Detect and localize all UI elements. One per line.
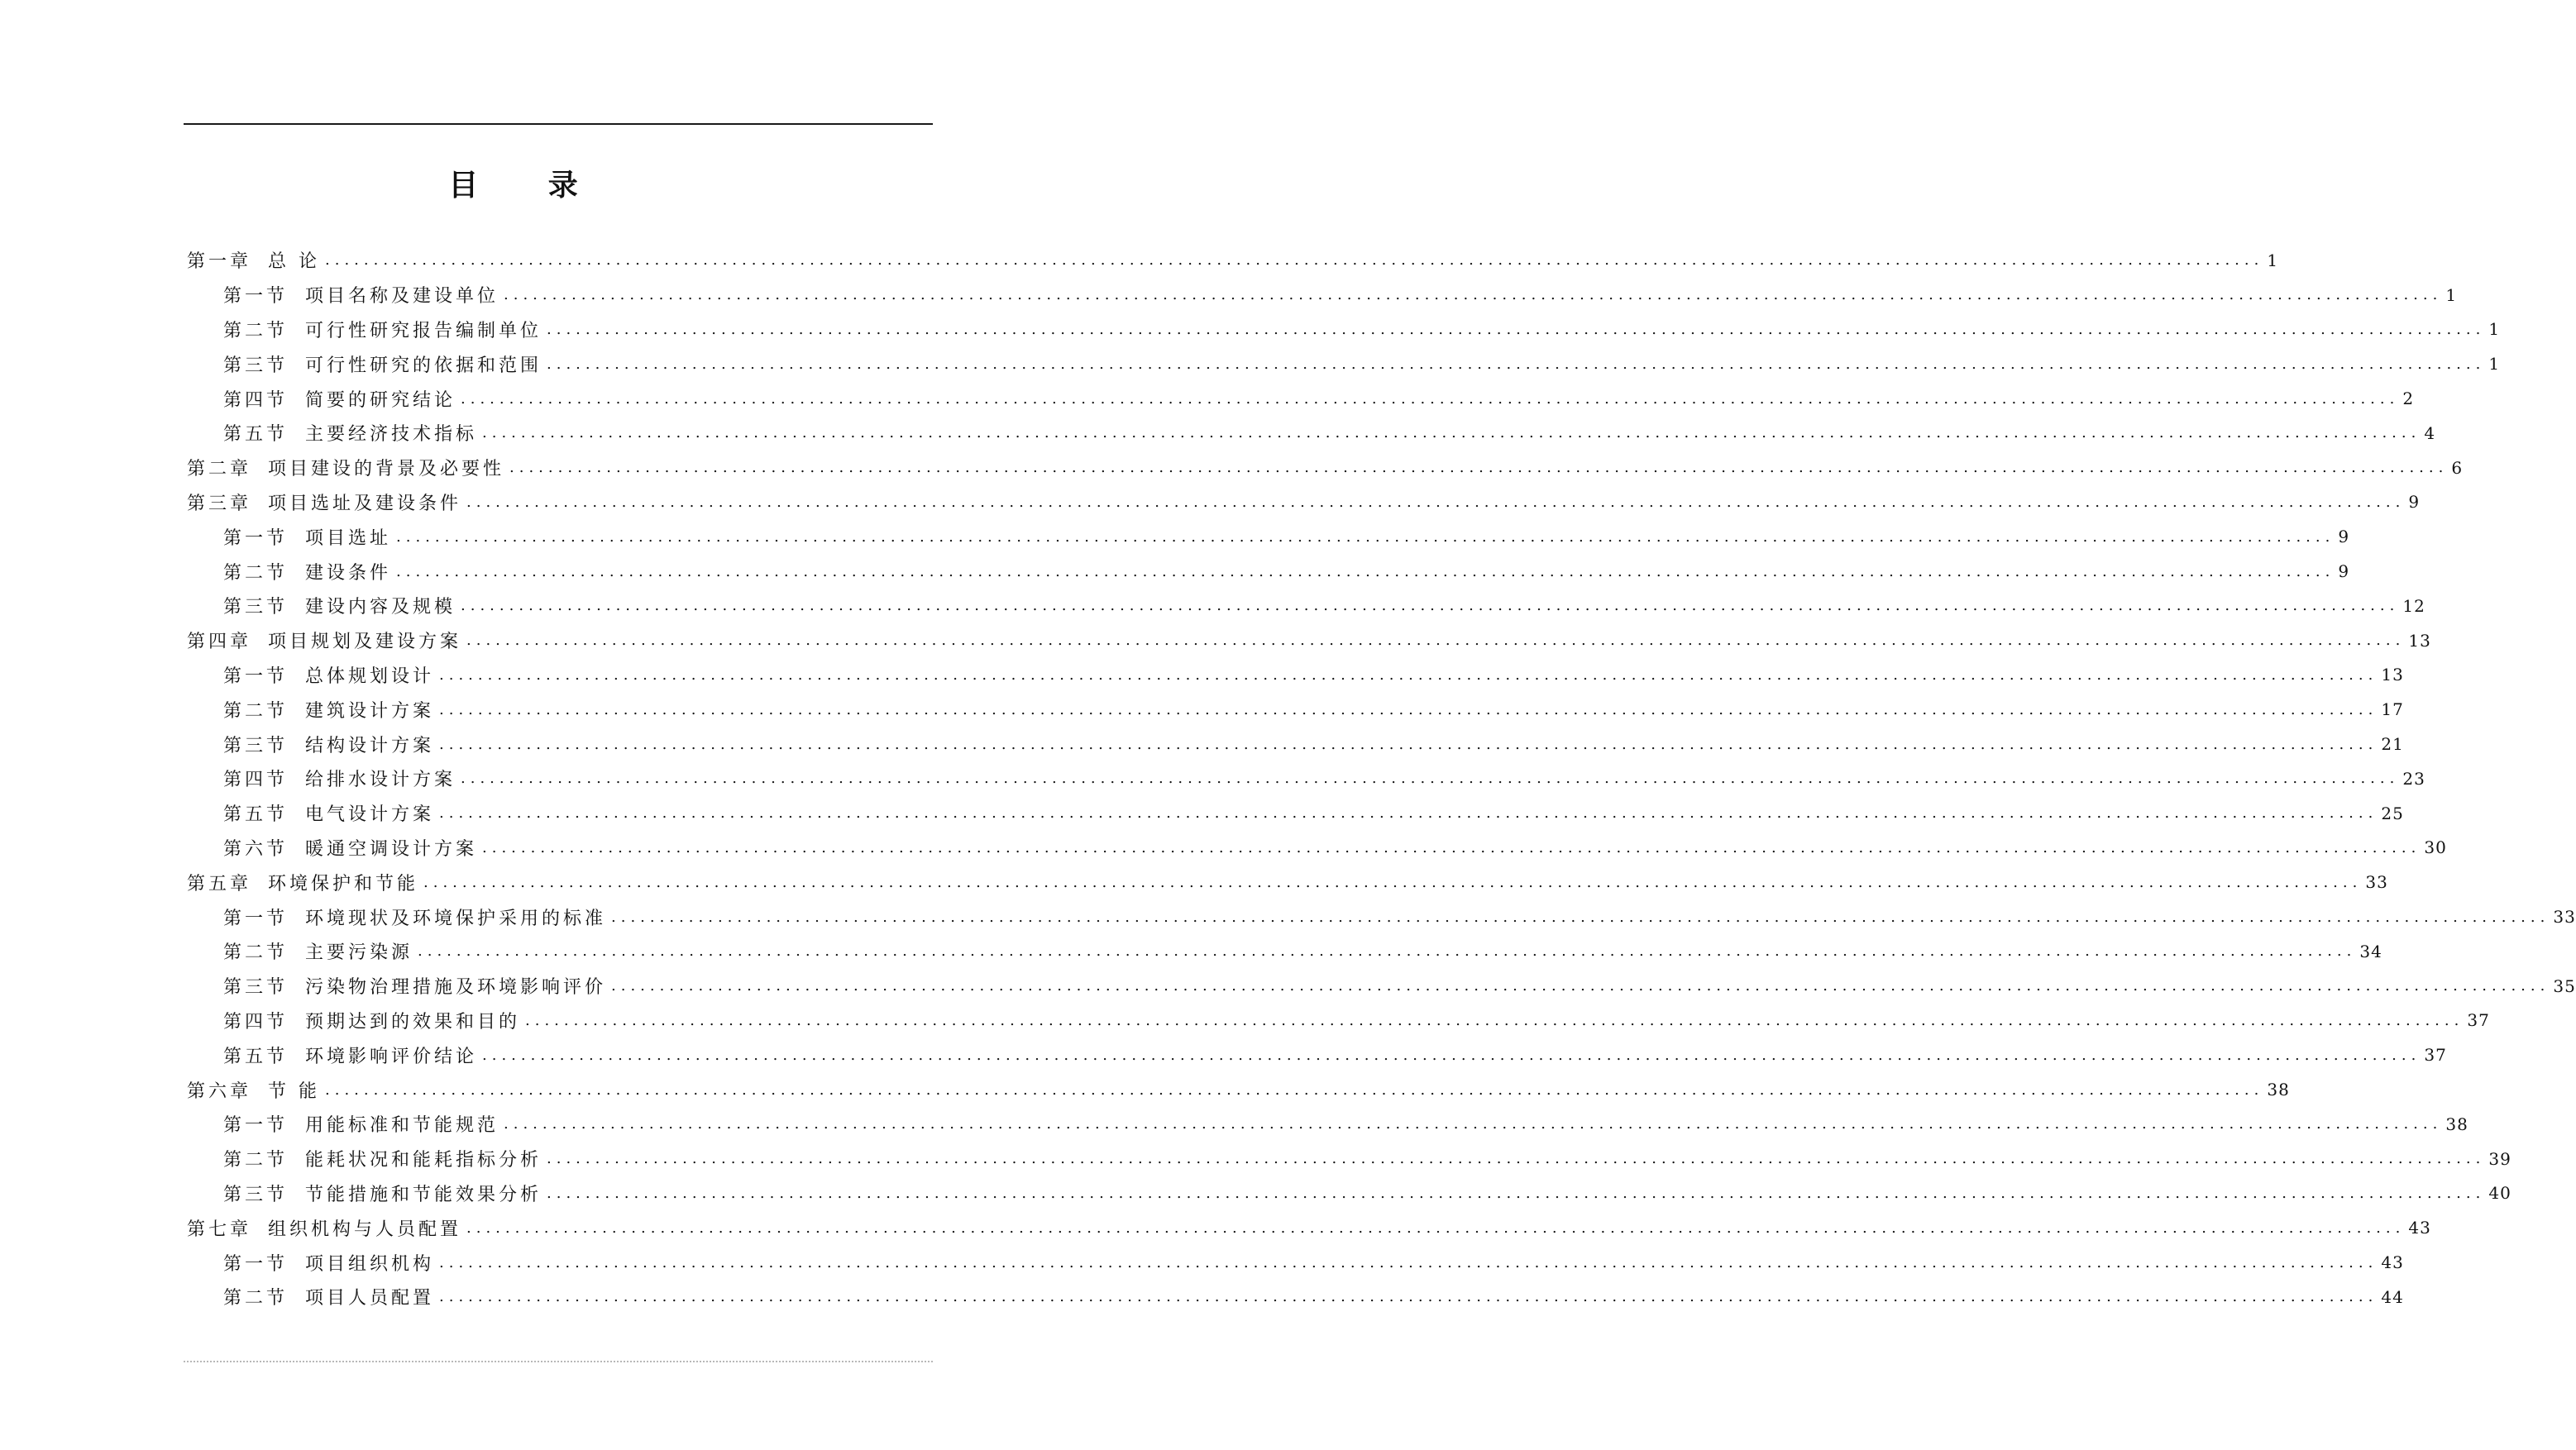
toc-page-number: 30 bbox=[2424, 837, 2447, 858]
toc-leader-dots: ........................................................................................................................................................................................................ bbox=[466, 493, 2406, 511]
toc-page-number: 43 bbox=[2408, 1218, 2431, 1238]
toc-leader-dots: ........................................................................................................................................................................................................ bbox=[509, 459, 2449, 477]
toc-leader-dots: ........................................................................................................................................................................................................ bbox=[461, 597, 2400, 615]
toc-page-number: 1 bbox=[2445, 284, 2458, 305]
toc-entry-title: 建筑设计方案 bbox=[305, 700, 435, 722]
toc-entry-number: 第六节 bbox=[223, 838, 289, 860]
toc-entry-number: 第一节 bbox=[223, 286, 289, 308]
toc-page-number: 38 bbox=[2267, 1080, 2290, 1100]
toc-entry-number: 第四节 bbox=[223, 1011, 289, 1033]
toc-section-entry[interactable] bbox=[187, 761, 2425, 796]
toc-leader-dots: ........................................................................................................................................................................................................ bbox=[461, 770, 2400, 788]
toc-entry-title: 项目人员配置 bbox=[305, 1288, 435, 1309]
toc-section-entry[interactable] bbox=[187, 1280, 2404, 1314]
toc-section-entry[interactable] bbox=[187, 1037, 2447, 1072]
toc-leader-dots: ........................................................................................................................................................................................................ bbox=[482, 838, 2421, 856]
toc-chapter-entry[interactable] bbox=[187, 451, 2464, 485]
toc-leader-dots: ........................................................................................................................................................................................................ bbox=[611, 977, 2550, 995]
toc-entry-number: 第二节 bbox=[223, 562, 289, 584]
toc-entry-number: 第一节 bbox=[223, 1115, 289, 1137]
toc-entry-title: 能耗状况和能耗指标分析 bbox=[305, 1150, 542, 1171]
toc-entry-title: 节能措施和节能效果分析 bbox=[305, 1184, 542, 1205]
toc-leader-dots: ........................................................................................................................................................................................................ bbox=[525, 1011, 2464, 1029]
toc-entry-title: 总 论 bbox=[268, 251, 320, 273]
toc-entry-title: 主要污染源 bbox=[305, 942, 413, 964]
toc-leader-dots: ........................................................................................................................................................................................................ bbox=[466, 632, 2406, 650]
toc-section-entry[interactable] bbox=[187, 1004, 2490, 1038]
toc-entry-title: 建设条件 bbox=[305, 562, 392, 584]
toc-leader-dots: ........................................................................................................................................................................................................ bbox=[418, 942, 2357, 961]
toc-page-number: 4 bbox=[2424, 422, 2436, 443]
toc-page-number: 12 bbox=[2402, 595, 2425, 616]
toc-leader-dots: ........................................................................................................................................................................................................ bbox=[439, 665, 2378, 684]
toc-entry-number: 第五节 bbox=[223, 424, 289, 446]
table-of-contents bbox=[187, 243, 2576, 1314]
toc-entry-title: 可行性研究的依据和范围 bbox=[305, 355, 542, 376]
toc-leader-dots: ........................................................................................................................................................................................................ bbox=[325, 251, 2264, 269]
toc-entry-number: 第二节 bbox=[223, 700, 289, 722]
toc-entry-title: 项目建设的背景及必要性 bbox=[268, 459, 505, 480]
toc-page-number: 37 bbox=[2467, 1010, 2490, 1031]
toc-page-number: 17 bbox=[2381, 699, 2404, 720]
toc-page-number: 43 bbox=[2381, 1252, 2404, 1272]
toc-section-entry[interactable] bbox=[187, 1176, 2511, 1211]
toc-leader-dots: ........................................................................................................................................................................................................ bbox=[461, 389, 2400, 408]
toc-section-entry[interactable] bbox=[187, 692, 2404, 727]
toc-leader-dots: ........................................................................................................................................................................................................ bbox=[482, 1046, 2421, 1064]
page-title: 目 录 bbox=[448, 168, 608, 203]
toc-page-number: 9 bbox=[2408, 492, 2421, 513]
toc-entry-title: 结构设计方案 bbox=[305, 735, 435, 756]
toc-leader-dots: ........................................................................................................................................................................................................ bbox=[396, 527, 2335, 546]
toc-entry-title: 暖通空调设计方案 bbox=[305, 838, 478, 860]
toc-page-number: 13 bbox=[2381, 665, 2404, 685]
toc-entry-title: 简要的研究结论 bbox=[305, 389, 456, 411]
toc-page-number: 44 bbox=[2381, 1286, 2404, 1307]
toc-leader-dots: ........................................................................................................................................................................................................ bbox=[439, 804, 2378, 823]
toc-entry-number: 第二节 bbox=[223, 1288, 289, 1309]
toc-section-entry[interactable] bbox=[187, 519, 2350, 554]
toc-section-entry[interactable] bbox=[187, 346, 2501, 381]
toc-entry-number: 第五章 bbox=[187, 873, 252, 894]
toc-page-number: 39 bbox=[2488, 1148, 2511, 1169]
toc-leader-dots: ........................................................................................................................................................................................................ bbox=[396, 562, 2335, 580]
toc-entry-number: 第三节 bbox=[223, 597, 289, 618]
toc-entry-number: 第二章 bbox=[187, 459, 252, 480]
toc-leader-dots: ........................................................................................................................................................................................................ bbox=[547, 355, 2486, 373]
toc-leader-dots: ........................................................................................................................................................................................................ bbox=[439, 1288, 2378, 1306]
toc-chapter-entry[interactable] bbox=[187, 865, 2388, 899]
toc-page-number: 6 bbox=[2451, 457, 2464, 478]
toc-entry-title: 主要经济技术指标 bbox=[305, 424, 478, 446]
toc-entry-number: 第二节 bbox=[223, 942, 289, 964]
toc-section-entry[interactable] bbox=[187, 312, 2501, 347]
toc-page-number: 23 bbox=[2402, 768, 2425, 789]
toc-entry-title: 项目组织机构 bbox=[305, 1253, 435, 1275]
toc-section-entry[interactable] bbox=[187, 796, 2404, 831]
toc-entry-title: 污染物治理措施及环境影响评价 bbox=[305, 977, 607, 999]
toc-chapter-entry[interactable] bbox=[187, 485, 2421, 520]
toc-leader-dots: ........................................................................................................................................................................................................ bbox=[547, 320, 2486, 338]
toc-entry-title: 项目规划及建设方案 bbox=[268, 632, 462, 653]
toc-section-entry[interactable] bbox=[187, 278, 2458, 312]
toc-leader-dots: ........................................................................................................................................................................................................ bbox=[423, 873, 2363, 891]
toc-entry-title: 预期达到的效果和目的 bbox=[305, 1011, 521, 1033]
toc-section-entry[interactable] bbox=[187, 934, 2382, 969]
toc-entry-title: 总体规划设计 bbox=[305, 665, 435, 687]
toc-leader-dots: ........................................................................................................................................................................................................ bbox=[547, 1184, 2486, 1202]
toc-entry-number: 第七章 bbox=[187, 1219, 252, 1240]
toc-entry-number: 第二节 bbox=[223, 1150, 289, 1171]
toc-page-number: 37 bbox=[2424, 1045, 2447, 1066]
toc-entry-title: 给排水设计方案 bbox=[305, 770, 456, 791]
toc-section-entry[interactable] bbox=[187, 1142, 2511, 1176]
toc-entry-number: 第四节 bbox=[223, 389, 289, 411]
toc-page-number: 1 bbox=[2267, 250, 2279, 270]
toc-entry-title: 建设内容及规模 bbox=[305, 597, 456, 618]
header-rule bbox=[184, 123, 933, 125]
toc-section-entry[interactable] bbox=[187, 589, 2425, 623]
toc-entry-title: 项目选址及建设条件 bbox=[268, 493, 462, 514]
toc-section-entry[interactable] bbox=[187, 416, 2436, 451]
toc-section-entry[interactable] bbox=[187, 1107, 2468, 1142]
toc-page-number: 25 bbox=[2381, 803, 2404, 823]
toc-leader-dots: ........................................................................................................................................................................................................ bbox=[504, 1115, 2443, 1133]
toc-leader-dots: ........................................................................................................................................................................................................ bbox=[504, 286, 2443, 304]
toc-entry-title: 组织机构与人员配置 bbox=[268, 1219, 462, 1240]
toc-page-number: 9 bbox=[2338, 561, 2350, 582]
toc-entry-number: 第三节 bbox=[223, 355, 289, 376]
toc-section-entry[interactable] bbox=[187, 381, 2415, 416]
toc-entry-number: 第五节 bbox=[223, 804, 289, 826]
toc-entry-title: 用能标准和节能规范 bbox=[305, 1115, 499, 1137]
toc-section-entry[interactable] bbox=[187, 1245, 2404, 1280]
toc-entry-number: 第一节 bbox=[223, 908, 289, 929]
toc-entry-title: 电气设计方案 bbox=[305, 804, 435, 826]
toc-page-number: 1 bbox=[2488, 354, 2501, 374]
toc-chapter-entry[interactable] bbox=[187, 1210, 2431, 1245]
toc-entry-number: 第五节 bbox=[223, 1046, 289, 1067]
toc-entry-number: 第三节 bbox=[223, 735, 289, 756]
toc-entry-title: 环境现状及环境保护采用的标准 bbox=[305, 908, 607, 929]
toc-entry-number: 第一节 bbox=[223, 1253, 289, 1275]
toc-page-number: 2 bbox=[2402, 389, 2415, 409]
toc-leader-dots: ........................................................................................................................................................................................................ bbox=[439, 1253, 2378, 1271]
toc-page-number: 40 bbox=[2488, 1183, 2511, 1204]
toc-section-entry[interactable] bbox=[187, 831, 2447, 866]
toc-section-entry[interactable] bbox=[187, 899, 2576, 934]
toc-chapter-entry[interactable] bbox=[187, 623, 2431, 658]
toc-entry-title: 项目选址 bbox=[305, 527, 392, 549]
toc-leader-dots: ........................................................................................................................................................................................................ bbox=[439, 700, 2378, 718]
toc-section-entry[interactable] bbox=[187, 727, 2404, 761]
toc-leader-dots: ........................................................................................................................................................................................................ bbox=[439, 735, 2378, 753]
toc-entry-number: 第三节 bbox=[223, 977, 289, 999]
toc-entry-number: 第一节 bbox=[223, 665, 289, 687]
toc-leader-dots: ........................................................................................................................................................................................................ bbox=[611, 908, 2550, 926]
toc-entry-title: 环境保护和节能 bbox=[268, 873, 419, 894]
toc-page-number: 34 bbox=[2359, 941, 2382, 961]
toc-leader-dots: ........................................................................................................................................................................................................ bbox=[547, 1150, 2486, 1168]
toc-entry-title: 可行性研究报告编制单位 bbox=[305, 320, 542, 341]
toc-chapter-entry[interactable] bbox=[187, 1072, 2290, 1107]
toc-page-number: 35 bbox=[2553, 975, 2576, 996]
footer-rule bbox=[184, 1361, 933, 1362]
toc-page-number: 33 bbox=[2365, 872, 2388, 893]
toc-page-number: 38 bbox=[2445, 1114, 2468, 1134]
toc-entry-title: 项目名称及建设单位 bbox=[305, 286, 499, 308]
toc-section-entry[interactable] bbox=[187, 658, 2404, 693]
toc-page-number: 33 bbox=[2553, 907, 2576, 928]
toc-entry-number: 第一章 bbox=[187, 251, 252, 273]
toc-entry-number: 第三节 bbox=[223, 1184, 289, 1205]
toc-leader-dots: ........................................................................................................................................................................................................ bbox=[482, 424, 2421, 442]
toc-leader-dots: ........................................................................................................................................................................................................ bbox=[325, 1080, 2264, 1099]
toc-entry-number: 第六章 bbox=[187, 1080, 252, 1102]
toc-entry-number: 第三章 bbox=[187, 493, 252, 514]
toc-page-number: 9 bbox=[2338, 527, 2350, 547]
toc-page-number: 1 bbox=[2488, 319, 2501, 340]
toc-entry-number: 第四节 bbox=[223, 770, 289, 791]
toc-entry-title: 环境影响评价结论 bbox=[305, 1046, 478, 1067]
toc-entry-number: 第二节 bbox=[223, 320, 289, 341]
toc-section-entry[interactable] bbox=[187, 969, 2576, 1004]
toc-page-number: 21 bbox=[2381, 734, 2404, 755]
toc-leader-dots: ........................................................................................................................................................................................................ bbox=[466, 1219, 2406, 1237]
toc-entry-title: 节 能 bbox=[268, 1080, 320, 1102]
toc-chapter-entry[interactable] bbox=[187, 243, 2279, 278]
toc-section-entry[interactable] bbox=[187, 554, 2350, 589]
toc-entry-number: 第一节 bbox=[223, 527, 289, 549]
toc-page-number: 13 bbox=[2408, 630, 2431, 651]
toc-entry-number: 第四章 bbox=[187, 632, 252, 653]
